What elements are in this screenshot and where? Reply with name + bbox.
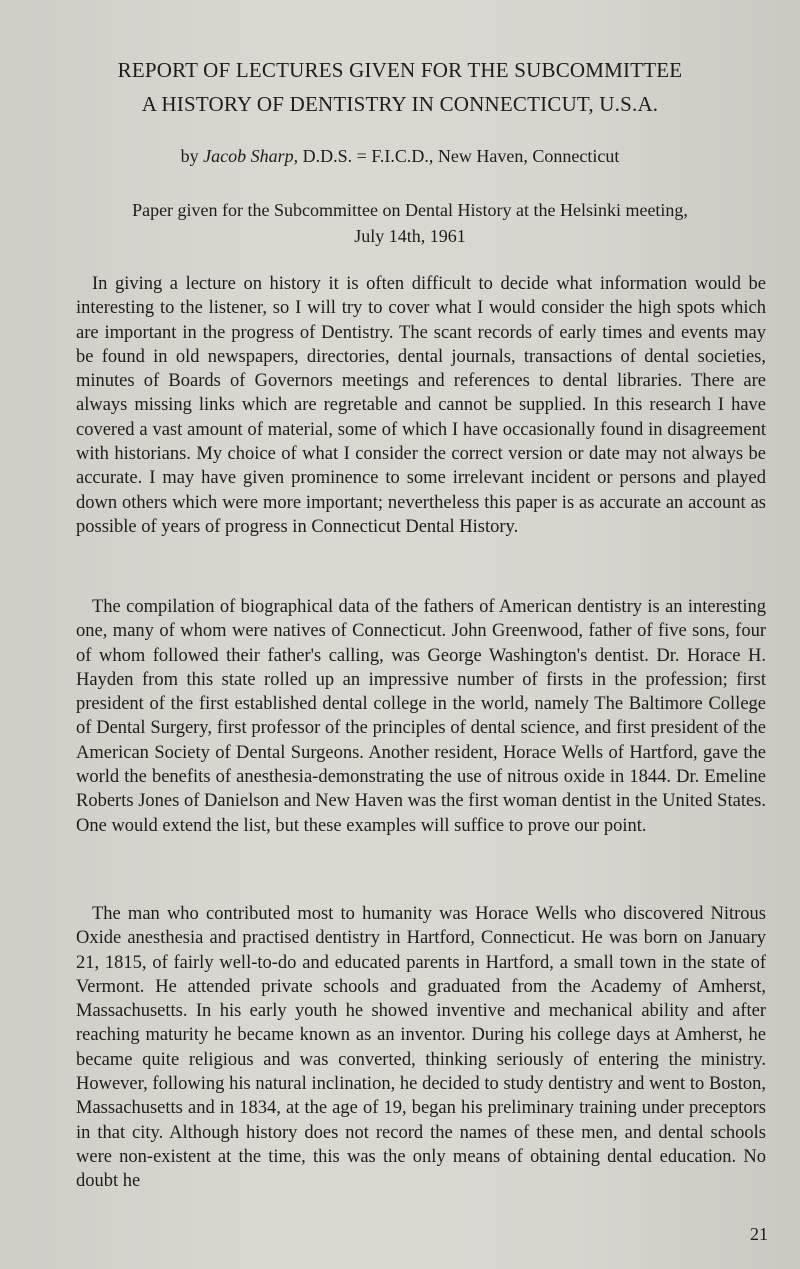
context-line-2: July 14th, 1961 bbox=[354, 226, 466, 246]
title-line-1: REPORT OF LECTURES GIVEN FOR THE SUBCOMMITTEE bbox=[117, 58, 683, 82]
byline-credentials: , D.D.S. = F.I.C.D., New Haven, Connecticut bbox=[293, 146, 620, 166]
paragraph-2: The compilation of biographical data of the fathers of American dentistry is an interesting one, many of whom were natives of Connecticut. John Greenwood, father of five sons, four of whom followed their father's calling, was George Washington's dentist. Dr. Horace H. Hayden from this state rolled up an impressive number of firsts in the profession; first president of the first established dental college in the world, namely The Baltimore College of Dental Surgery, first professor of the principles of dental science, and first president of the American Society of Dental Surgeons. Another resident, Horace Wells of Hartford, gave the world the benefits of anesthesia-demonstrating the use of nitrous oxide in 1844. Dr. Emeline Roberts Jones of Danielson and New Haven was the first woman dentist in the United States. One would extend the list, but these examples will suffice to prove our point. bbox=[76, 597, 766, 836]
byline-prefix: by bbox=[180, 146, 204, 166]
paragraph-1: In giving a lecture on history it is often difficult to decide what information would be interesting to the listener, so I will try to cover what I would consider the high spots which are important in the progress of Dentistry. The scant records of early times and events may be found in old newspapers, directories, dental journals, transactions of dental societies, minutes of Boards of Governors meetings and references to dental libraries. There are always missing links which are regretable and cannot be supplied. In this research I have covered a vast amount of material, some of which I have occasionally found in disagreement with historians. My choice of what I consider the correct version or date may not always be accurate. I may have given prominence to some irrelevant incident or persons and played down others which were more important; nevertheless this paper is as accurate an account as possible of years of progress in Connecticut Dental History. bbox=[76, 274, 766, 537]
context-line-1: Paper given for the Subcommittee on Dental History at the Helsinki meeting, bbox=[132, 200, 688, 220]
meeting-context bbox=[60, 197, 760, 249]
byline bbox=[0, 146, 800, 167]
page-number: 21 bbox=[750, 1224, 768, 1244]
paragraph-3: The man who contributed most to humanity was Horace Wells who discovered Nitrous Oxide anesthesia and practised dentistry in Hartford, Connecticut. He was born on January 21, 1815, of fairly well-to-do and educated parents in Hartford, a small town in the state of Vermont. He attended private schools and graduated from the Academy of Amherst, Massachusetts. In his early youth he showed inventive and mechanical ability and after reaching maturity he became known as an inventor. During his college days at Amherst, he became quite religious and was converted, thinking seriously of entering the ministry. However, following his natural inclination, he decided to study dentistry and went to Boston, Massachusetts and in 1834, at the age of 19, began his preliminary training under preceptors in that city. Although history does not record the names of these men, and dental schools were non-existent at the time, this was the only means of obtaining dental education. No doubt he bbox=[76, 904, 766, 1192]
author-name: Jacob Sharp bbox=[203, 146, 294, 166]
title-line-2: A HISTORY OF DENTISTRY IN CONNECTICUT, U.S.A. bbox=[141, 92, 659, 116]
